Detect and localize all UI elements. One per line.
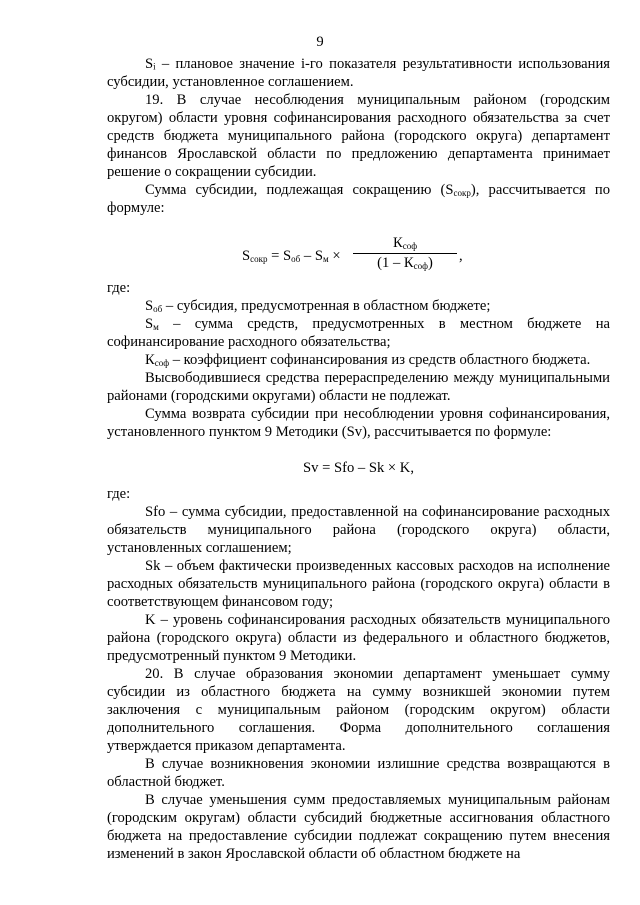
paragraph-19: 19. В случае несоблюдения муниципальным районом (городским округом) области уровня софинансирования расходного обязательства за счет средств бюджета муниципального района (городского округа) департамент финансов Ярославской области по предложению департамента принимает решение о сокращении субсидии. [107,92,610,180]
paragraph-reduction-formula-intro: Сумма субсидии, подлежащая сокращению $(S_{сокр})$, рассчитывается по формуле: [107,182,610,216]
definition-sob: $S_{об}$ – субсидия, предусмотренная в областном бюджете; [145,298,491,314]
document-body [107,55,610,863]
paragraph-si-definition: Sᵢ – плановое значение i-го показателя результативности использования субсидии, установленное соглашением. [107,56,610,90]
definition-sfo: Sfo – сумма субсидии, предоставленной на софинансирование расходных обязательств муниципального района (городского округа) области, установленных соглашением; [107,504,610,556]
formula-lhs: $S_{сокр} = S_{об} - S_м$ × [242,248,341,264]
fraction-denominator: $(1 - К_{соф})$ [377,255,433,271]
definition-k: K – уровень софинансирования расходных обязательств муниципального района (городского округа) области из федерального и областного бюджетов, предусмотренный пунктом 9 Методики. [107,612,610,664]
formula-fraction [353,235,457,272]
paragraph-savings-return: В случае возникновения экономии излишние средства возвращаются в областной бюджет. [107,756,610,790]
formula-comma: , [459,248,463,264]
where-label-1: где: [107,280,131,296]
definition-ksof: $К_{соф}$ – коэффициент софинансирования из средств областного бюджета. [145,352,591,368]
where-label-2: где: [107,486,131,502]
paragraph-return-formula-intro: Сумма возврата субсидии при несоблюдении уровня софинансирования, установленного пунктом 9 Методики (Sv), рассчитывается по формуле: [107,406,610,440]
reduction-formula [107,235,610,279]
page-number: 9 [316,34,324,50]
return-formula: Sv = Sfo – Sk × K, [303,460,414,476]
paragraph-redistribution: Высвободившиеся средства перераспределению между муниципальными районами (городскими округами) области не подлежат. [107,370,610,404]
definition-sm: $S_м$ – сумма средств, предусмотренных в местном бюджете на софинансирование расходного обязательства; [107,316,610,350]
fraction-numerator: $К_{соф}$ [353,235,457,254]
paragraph-20: 20. В случае образования экономии департамент уменьшает сумму субсидии из областного бюджета на сумму возникшей экономии путем заключения с муниципальным районом (городским округом) области дополнительного соглашения. Форма дополнительного соглашения утверждается приказом департамента. [107,666,610,754]
paragraph-budget-reduction: В случае уменьшения сумм предоставляемых муниципальным районам (городским округам) области субсидий бюджетные ассигнования областного бюджета на предоставление субсидии подлежат сокращению путем внесения изменений в закон Ярославской области об областном бюджете на [107,792,610,862]
definition-sk: Sk – объем фактически произведенных кассовых расходов на исполнение расходных обязательств муниципального района (городского округа) области в соответствующем финансовом году; [107,558,610,610]
